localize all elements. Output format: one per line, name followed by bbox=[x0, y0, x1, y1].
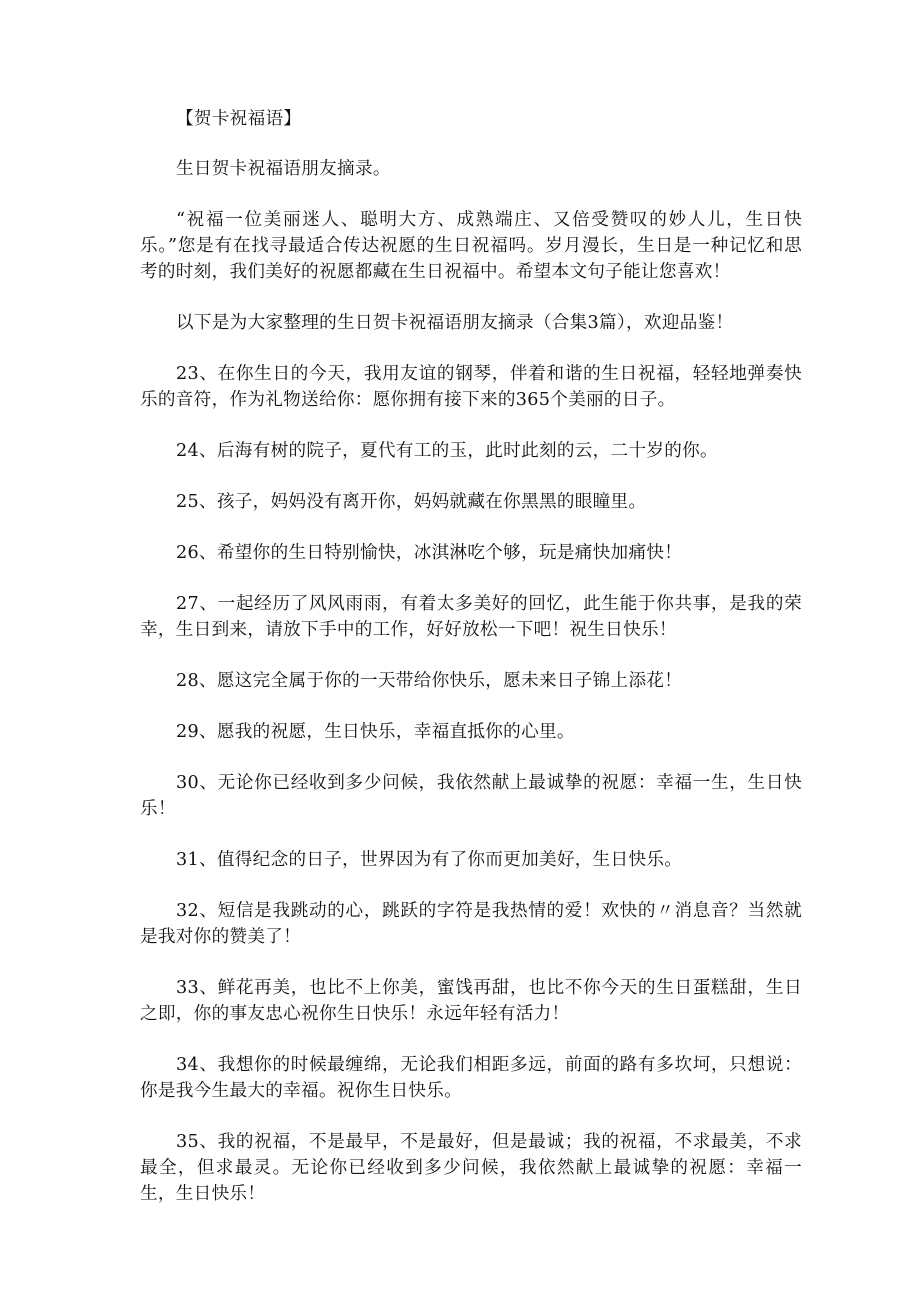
wish-item-26: 26、希望你的生日特别愉快，冰淇淋吃个够，玩是痛快加痛快！ bbox=[176, 543, 683, 563]
wish-item-31: 31、值得纪念的日子，世界因为有了你而更加美好，生日快乐。 bbox=[176, 850, 683, 870]
wish-item-35: 35、我的祝福，不是最早，不是最好，但是最诚；我的祝福，不求最美，不求最全，但求最灵。无论你已经收到多少问候，我依然献上最诚挚的祝愿：幸福一生，生日快乐！ bbox=[140, 1132, 802, 1204]
wish-item-25: 25、孩子，妈妈没有离开你，妈妈就藏在你黑黑的眼瞳里。 bbox=[176, 492, 647, 512]
document-heading: 【贺卡祝福语】 bbox=[176, 109, 302, 129]
wish-item-30: 30、无论你已经收到多少问候，我依然献上最诚挚的祝愿：幸福一生，生日快乐！ bbox=[140, 773, 802, 819]
wish-item-34: 34、我想你的时候最缠绵，无论我们相距多远，前面的路有多坎坷，只想说：你是我今生最大的幸福。祝你生日快乐。 bbox=[140, 1055, 802, 1101]
wish-item-32: 32、短信是我跳动的心，跳跃的字符是我热情的爱！欢快的〃消息音？当然就是我对你的赞美了！ bbox=[140, 901, 802, 947]
wish-item-28: 28、愿这完全属于你的一天带给你快乐，愿未来日子锦上添花！ bbox=[176, 671, 683, 691]
intro-paragraph: “祝福一位美丽迷人、聪明大方、成熟端庄、又倍受赞叹的妙人儿，生日快乐。”您是有在找寻最适合传达祝愿的生日祝福吗。岁月漫长，生日是一种记忆和思考的时刻，我们美好的祝愿都藏在生日祝福中。希望本文句子能让您喜欢！ bbox=[140, 210, 802, 282]
wish-item-24: 24、后海有树的院子，夏代有工的玉，此时此刻的云，二十岁的你。 bbox=[176, 441, 718, 461]
wish-item-33: 33、鲜花再美，也比不上你美，蜜饯再甜，也比不你今天的生日蛋糕甜，生日之即，你的事友忠心祝你生日快乐！永远年轻有活力！ bbox=[140, 978, 802, 1024]
wish-item-23: 23、在你生日的今天，我用友谊的钢琴，伴着和谐的生日祝福，轻轻地弹奏快乐的音符，作为礼物送给你：愿你拥有接下来的365个美丽的日子。 bbox=[140, 364, 802, 410]
wish-item-29: 29、愿我的祝愿，生日快乐，幸福直抵你的心里。 bbox=[176, 722, 575, 742]
lead-paragraph: 以下是为大家整理的生日贺卡祝福语朋友摘录（合集3篇），欢迎品鉴！ bbox=[176, 313, 734, 333]
wish-item-27: 27、一起经历了风风雨雨，有着太多美好的回忆，此生能于你共事，是我的荣幸，生日到来，请放下手中的工作，好好放松一下吧！祝生日快乐！ bbox=[140, 594, 802, 640]
document-subtitle: 生日贺卡祝福语朋友摘录。 bbox=[176, 159, 391, 179]
